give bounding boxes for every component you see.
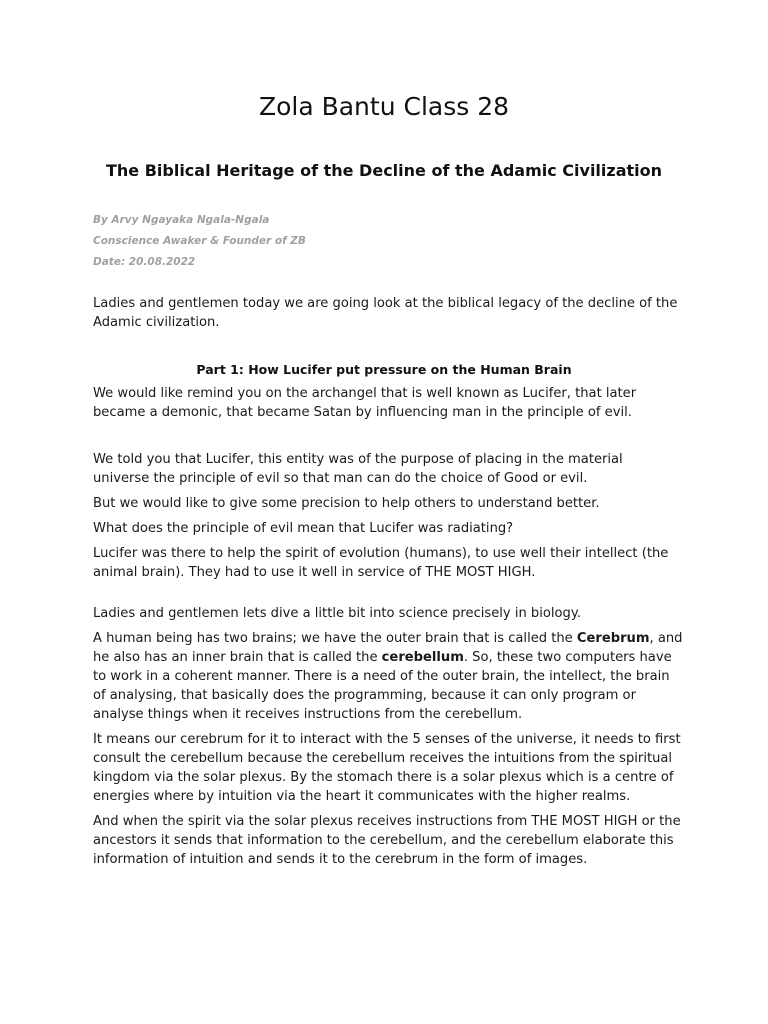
p7-text-e: . So, these two computers have to work in a coherent manner. There is a need of the outer brain, the intellect, the brain of analysing, that basically does the programming, because it can only program or analyse things when it receives instructions from the cerebellum. [93,650,672,722]
p7-text-c: , and he also has an inner brain that is called the [93,631,683,665]
part1-block-c [93,604,683,875]
part1-heading: Part 1: How Lucifer put pressure on the Human Brain [196,362,572,377]
paragraph-6: Ladies and gentlemen lets dive a little bit into science precisely in biology. [93,606,581,621]
paragraph-8: It means our cerebrum for it to interact with the 5 senses of the universe, it needs to first consult the cerebellum because the cerebellum receives the intuitions from the spiritual kingdom via the solar plexus. By the stomach there is a solar plexus which is a centre of energies where by intuition via the heart it communicates with the higher realms. [93,732,681,804]
document-title: Zola Bantu Class 28 [258,92,510,121]
author-meta [93,210,306,273]
cerebrum-term: Cerebrum [576,631,650,646]
role-line: Conscience Awaker & Founder of ZB [93,235,306,247]
paragraph-2: We told you that Lucifer, this entity was of the purpose of placing in the material universe the principle of evil so that man can do the choice of Good or evil. [93,452,623,486]
cerebellum-term: cerebellum [381,650,464,665]
intro-paragraph: Ladies and gentlemen today we are going look at the biblical legacy of the decline of the Adamic civilization. [93,296,678,330]
part1-block-a [93,384,683,428]
author-line: By Arvy Ngayaka Ngala-Ngala [93,214,270,226]
part1-block-b [93,450,683,588]
intro-block [93,294,683,338]
p7-text-a: A human being has two brains; we have the outer brain that is called the [93,631,577,646]
paragraph-7 [93,629,683,724]
paragraph-4: What does the principle of evil mean that Lucifer was radiating? [93,521,514,536]
paragraph-1: We would like remind you on the archangel that is well known as Lucifer, that later became a demonic, that became Satan by influencing man in the principle of evil. [93,386,637,420]
paragraph-9: And when the spirit via the solar plexus receives instructions from THE MOST HIGH or the ancestors it sends that information to the cerebellum, and the cerebellum elaborate this information of intuition and sends it to the cerebrum in the form of images. [93,814,681,867]
date-line: Date: 20.08.2022 [93,256,196,268]
paragraph-5: Lucifer was there to help the spirit of evolution (humans), to use well their intellect (the animal brain). They had to use it well in service of THE MOST HIGH. [93,546,669,580]
paragraph-3: But we would like to give some precision to help others to understand better. [93,496,600,511]
document-subtitle: The Biblical Heritage of the Decline of the Adamic Civilization [105,161,663,180]
